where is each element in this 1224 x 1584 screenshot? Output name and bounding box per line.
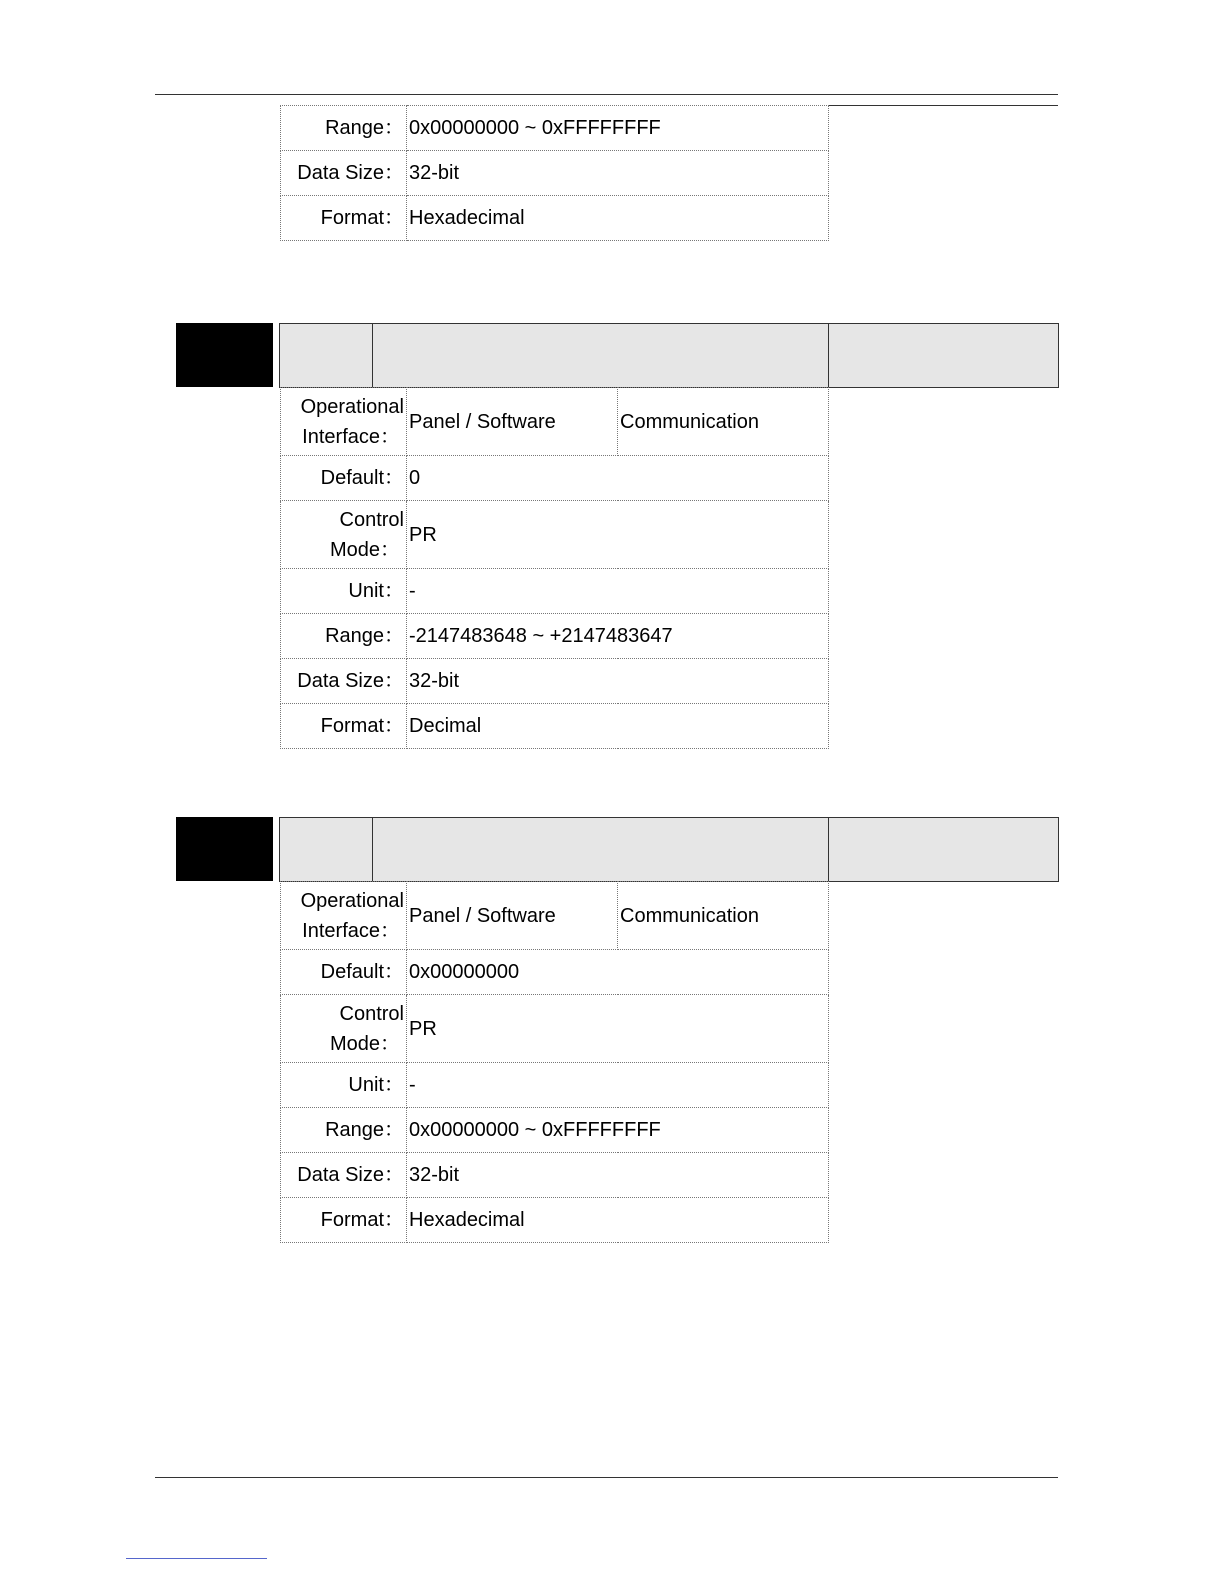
param-table-continued <box>280 105 829 241</box>
interface-comm: Communication <box>618 882 829 950</box>
default-value: 0x00000000 <box>407 950 829 995</box>
control-mode-label-line1: Control <box>339 508 404 531</box>
format-value: Decimal <box>407 704 829 749</box>
range-label: Range： <box>281 614 407 659</box>
format-row <box>281 1198 829 1243</box>
param-header-cell-1 <box>280 818 373 881</box>
data-size-row <box>281 1153 829 1198</box>
data-size-label: Data Size： <box>281 1153 407 1198</box>
param-header-cells <box>279 323 1059 388</box>
interface-label-line1: Operational <box>300 889 404 912</box>
default-label: Default： <box>281 950 407 995</box>
control-mode-label <box>281 995 407 1063</box>
unit-row <box>281 1063 829 1108</box>
interface-panel: Panel / Software <box>407 388 618 456</box>
format-row <box>281 704 829 749</box>
format-value: Hexadecimal <box>407 1198 829 1243</box>
unit-label: Unit： <box>281 569 407 614</box>
unit-row <box>281 569 829 614</box>
header-rule <box>155 94 1058 95</box>
interface-label-line1: Operational <box>300 395 404 418</box>
format-label: Format： <box>281 704 407 749</box>
data-size-label: Data Size： <box>281 151 407 196</box>
range-value: 0x00000000 ~ 0xFFFFFFFF <box>407 1108 829 1153</box>
param-table-2 <box>280 387 829 749</box>
default-row <box>281 456 829 501</box>
range-value: -2147483648 ~ +2147483647 <box>407 614 829 659</box>
param-header-cell-1 <box>280 324 373 387</box>
data-size-row <box>281 659 829 704</box>
format-label: Format： <box>281 196 407 241</box>
range-label: Range： <box>281 1108 407 1153</box>
interface-row <box>281 388 829 456</box>
range-value: 0x00000000 ~ 0xFFFFFFFF <box>407 106 829 151</box>
interface-label-line2: Interface： <box>302 425 400 448</box>
format-value: Hexadecimal <box>407 196 829 241</box>
unit-value: - <box>407 1063 829 1108</box>
unit-label: Unit： <box>281 1063 407 1108</box>
interface-row <box>281 882 829 950</box>
param-header-2 <box>176 323 1058 387</box>
format-row <box>281 196 829 241</box>
data-size-label: Data Size： <box>281 659 407 704</box>
data-size-value: 32-bit <box>407 659 829 704</box>
default-row <box>281 950 829 995</box>
range-row <box>281 1108 829 1153</box>
param-code-block <box>176 817 273 881</box>
interface-comm: Communication <box>618 388 829 456</box>
interface-panel: Panel / Software <box>407 882 618 950</box>
footer-link-underline <box>126 1558 267 1559</box>
interface-label <box>281 388 407 456</box>
param-code-block <box>176 323 273 387</box>
param-header-cells <box>279 817 1059 882</box>
footer-rule <box>155 1477 1058 1478</box>
data-size-value: 32-bit <box>407 151 829 196</box>
param-header-cell-3 <box>829 818 1058 881</box>
control-mode-label <box>281 501 407 569</box>
control-mode-row <box>281 501 829 569</box>
range-row <box>281 106 829 151</box>
data-size-value: 32-bit <box>407 1153 829 1198</box>
control-mode-row <box>281 995 829 1063</box>
control-mode-value: PR <box>407 501 829 569</box>
interface-label-line2: Interface： <box>302 919 400 942</box>
range-row <box>281 614 829 659</box>
param-header-cell-3 <box>829 324 1058 387</box>
control-mode-label-line1: Control <box>339 1002 404 1025</box>
control-mode-label-line2: Mode： <box>329 1032 400 1055</box>
unit-value: - <box>407 569 829 614</box>
control-mode-label-line2: Mode： <box>329 538 400 561</box>
interface-label <box>281 882 407 950</box>
header-rule-right <box>829 105 1058 106</box>
data-size-row <box>281 151 829 196</box>
default-label: Default： <box>281 456 407 501</box>
control-mode-value: PR <box>407 995 829 1063</box>
param-header-cell-2 <box>373 324 829 387</box>
range-label: Range： <box>281 106 407 151</box>
format-label: Format： <box>281 1198 407 1243</box>
param-header-cell-2 <box>373 818 829 881</box>
param-header-3 <box>176 817 1058 881</box>
param-table-3 <box>280 881 829 1243</box>
default-value: 0 <box>407 456 829 501</box>
